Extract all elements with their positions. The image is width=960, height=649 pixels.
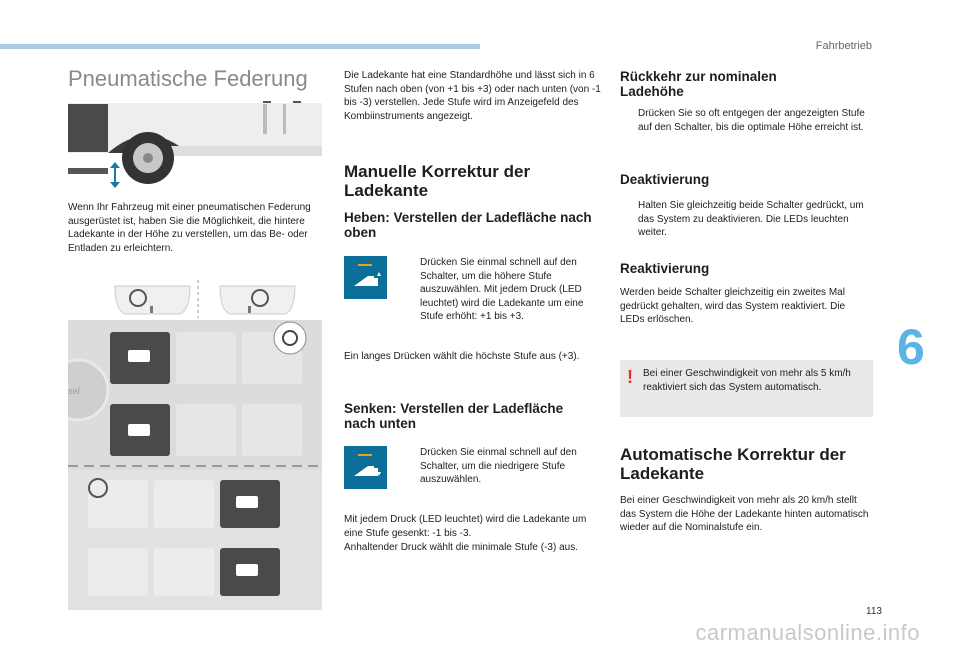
warning-icon: ! [627,367,633,387]
lower-switch-icon [344,446,387,489]
deactivation-bullet-text: Halten Sie gleichzeitig beide Schalter gedrückt, um das System zu deaktivieren. Die LEDs leuchten weiter. [638,200,864,238]
raise-long-press: Ein langes Drücken wählt die höchste Stufe aus (+3). [344,351,580,362]
lower-bullet-text: Drücken Sie einmal schnell auf den Schalter, um die niedrigere Stufe auszuwählen. [420,447,577,485]
dial-label: sel [68,386,80,396]
manual-correction-heading: Manuelle Korrektur der Ladekante [344,162,531,200]
van-rear-illustration [68,98,322,190]
steering-switch-icons [110,280,300,318]
deactivation-bullet [620,199,872,240]
section-name: Fahrbetrieb [815,40,872,52]
return-bullet-text: Drücken Sie so oft entgegen der angezeigten Stufe auf den Schalter, bis die optimale Höhe erreicht ist. [638,108,865,133]
chapter-number: 6 [897,319,925,375]
raise-switch-icon [344,256,387,299]
reactivation-heading: Reaktivierung [620,261,710,276]
raise-bullet-text: Drücken Sie einmal schnell auf den Schalter, um die höhere Stufe auszuwählen. Mit jedem Druck (LED leuchtet) wird die Ladekante um eine Stufe erhöht: +1 bis +3. [420,257,584,322]
header-bar [0,44,480,49]
return-heading: Rückkehr zur nominalen Ladehöhe [620,69,777,99]
deactivation-heading: Deaktivierung [620,172,710,187]
lower-text-1: Mit jedem Druck (LED leuchtet) wird die Ladekante um eine Stufe gesenkt: -1 bis -3. [344,514,587,539]
auto-correction-heading: Automatische Korrektur der Ladekante [620,445,846,483]
lower-text-2: Anhaltender Druck wählt die minimale Stufe (-3) aus. [344,542,578,553]
page-title: Pneumatische Federung [68,66,308,91]
reactivation-text: Werden beide Schalter gleichzeitig ein zweites Mal gedrückt gehalten, wird das System reaktiviert. Die LEDs erlöschen. [620,287,846,325]
raise-bullet [398,256,603,324]
warning-text: Bei einer Geschwindigkeit von mehr als 5 km/h reaktiviert sich das System automatisch. [643,368,851,393]
level-intro: Die Ladekante hat eine Standardhöhe und lässt sich in 6 Stufen nach oben (von +1 bis +3) oder nach unten (von -1 bis -3) verstellen. Jede Stufe wird im Anzeigefeld des Kombiinstruments angezeigt. [344,70,601,122]
lower-bullet [398,446,603,487]
watermark: carmanualsonline.info [695,620,920,645]
return-bullet [620,107,872,134]
switch-panel-illustration [68,320,322,610]
intro-paragraph: Wenn Ihr Fahrzeug mit einer pneumatischen Federung ausgerüstet ist, haben Sie die Möglichkeit, die hintere Ladekante in der Höhe zu verstellen, um das Be- oder Entladen zu erleichtern. [68,202,311,254]
page-number: 113 [866,606,882,617]
raise-heading: Heben: Verstellen der Ladefläche nach oben [344,210,592,240]
lower-heading: Senken: Verstellen der Ladefläche nach unten [344,401,564,431]
auto-correction-text: Bei einer Geschwindigkeit von mehr als 20 km/h stellt das System die Höhe der Ladekante hinten automatisch wieder auf die Nominalstufe ein. [620,495,869,533]
